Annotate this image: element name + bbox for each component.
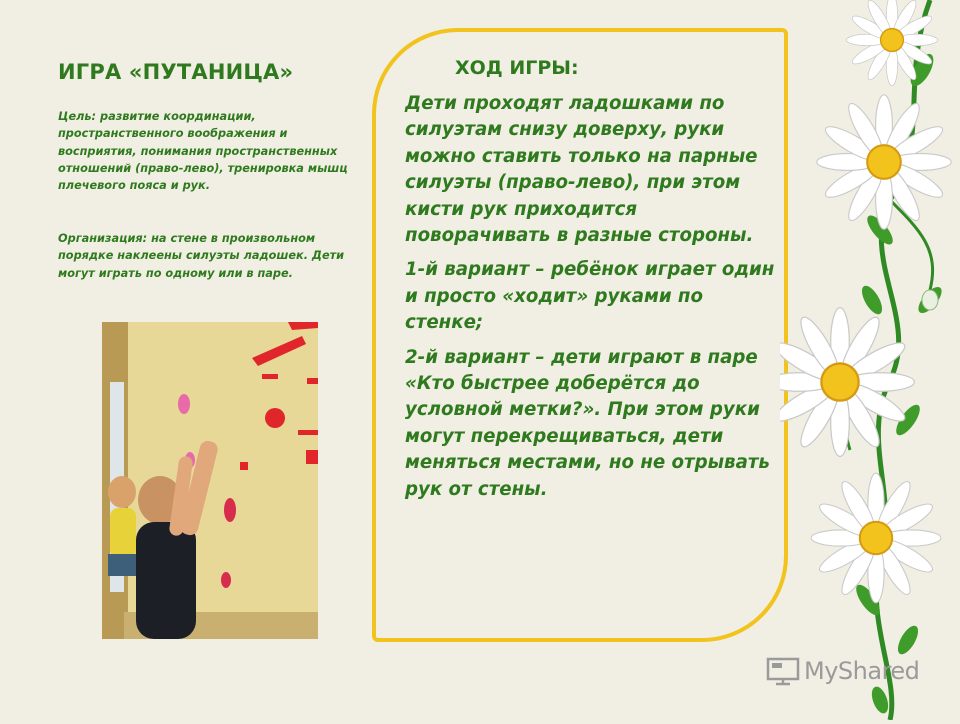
presentation-screen-icon [766, 656, 800, 686]
game-title: ИГРА «ПУТАНИЦА» [58, 60, 294, 84]
goal-text: Цель: развитие координации, пространственного воображения и восприятия, понимания пространственных отношений (право-лево), тренировка мышц плечевого пояса и рук. [58, 110, 348, 193]
card-paragraph: 1-й вариант – ребёнок играет один и просто «ходит» руками по стенке; [405, 259, 775, 334]
card-title: ХОД ИГРЫ: [455, 57, 579, 79]
watermark-text: MyShared [804, 657, 920, 685]
card-paragraph: 2-й вариант – дети играют в паре «Кто быстрее доберётся до условной метки?». При этом руки могут перекрещиваться, дети меняться местами, но не отрывать рук от стены. [405, 346, 770, 500]
card-paragraph: Дети проходят ладошками по силуэтам снизу доверху, руки можно ставить только на парные силуэты (право-лево), при этом кисти рук приходится поворачивать в разные стороны. [405, 93, 758, 247]
daisy-vine-decoration [780, 0, 960, 720]
organization-text: Организация: на стене в произвольном порядке наклеены силуэты ладошек. Дети могут играть по одному или в паре. [58, 232, 345, 280]
children-at-wall-photo [102, 322, 318, 639]
card-body [405, 91, 777, 511]
watermark [766, 656, 919, 686]
